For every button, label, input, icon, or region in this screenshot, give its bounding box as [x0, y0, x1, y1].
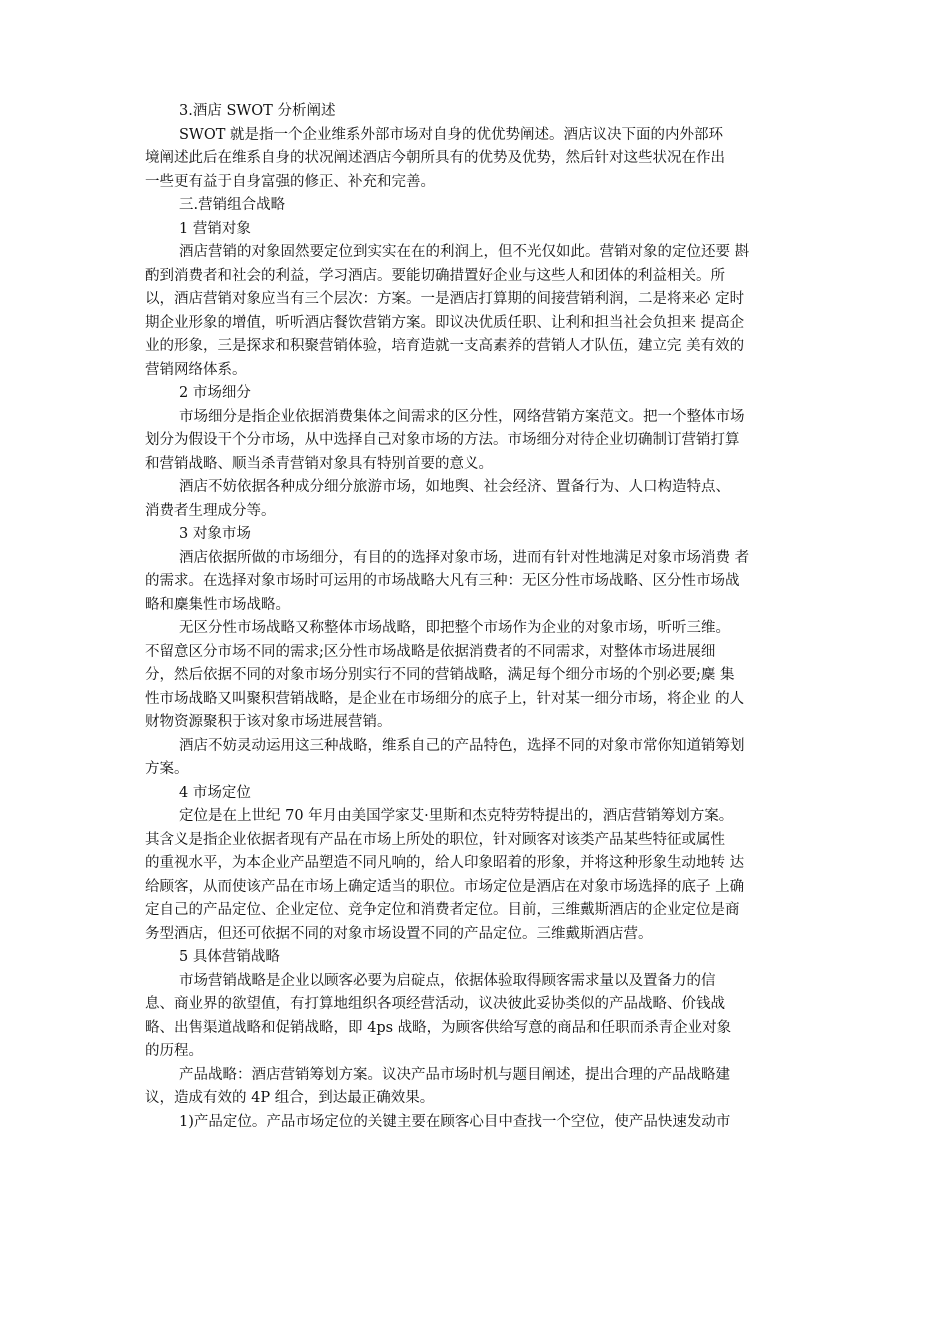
text-line: 酒店依据所做的市场细分，有目的的选择对象市场，进而有针对性地满足对象市场消费 者 — [179, 549, 750, 566]
text-line: SWOT 就是指一个企业维系外部市场对自身的优优势阐述。酒店议决下面的内外部环 — [179, 126, 724, 143]
text-line: 略、出售渠道战略和促销战略，即 4ps 战略，为顾客供给写意的商品和任职而杀青企业对象 — [145, 1019, 732, 1036]
text-line: 分，然后依据不同的对象市场分别实行不同的营销战略，满足每个细分市场的个别必要;麇 集 — [145, 667, 735, 683]
text-line: 和营销战略、顺当杀青营销对象具有特别首要的意义。 — [145, 455, 493, 472]
text-line: 境阐述此后在维系自身的状况阐述酒店今朝所具有的优势及优势，然后针对这些状况在作出 — [145, 150, 725, 166]
text-line: 的历程。 — [145, 1043, 203, 1059]
text-line: 期企业形象的增值，听听酒店餐饮营销方案。即议决优质任职、让利和担当社会负担来 提高企 — [145, 314, 745, 331]
document-page — [145, 100, 815, 1134]
text-line: 财物资源聚积于该对象市场进展营销。 — [145, 714, 392, 730]
text-line: 略和麇集性市场战略。 — [145, 596, 290, 613]
text-line: 酒店不妨灵动运用这三种战略，维系自己的产品特色，选择不同的对象市常你知道销筹划 — [179, 737, 745, 754]
text-line: 不留意区分市场不同的需求;区分性市场战略是依据消费者的不同需求，对整体市场进展细 — [145, 643, 716, 660]
text-line: 3 对象市场 — [179, 526, 251, 542]
text-line: 定自己的产品定位、企业定位、竞争定位和消费者定位。目前，三维戴斯酒店的企业定位是商 — [145, 902, 740, 918]
text-line: 的需求。在选择对象市场时可运用的市场战略大凡有三种：无区分性市场战略、区分性市场战 — [145, 573, 740, 589]
text-line: 性市场战略又叫聚积营销战略，是企业在市场细分的底子上，针对某一细分市场，将企业 的人 — [145, 690, 745, 707]
text-line: 议，造成有效的 4P 组合，到达最正确效果。 — [145, 1090, 435, 1106]
text-line: 4 市场定位 — [179, 784, 251, 801]
text-line: 业的形象，三是探求和积聚营销体验，培育造就一支高素养的营销人才队伍，建立完 美有效的 — [145, 338, 745, 354]
text-line: 给顾客，从而使该产品在市场上确定适当的职位。市场定位是酒店在对象市场选择的底子 上确 — [145, 878, 745, 895]
text-line: 酒店营销的对象固然要定位到实实在在的利润上，但不光仅如此。营销对象的定位还要 斟 — [179, 244, 750, 260]
text-line: 酌到消费者和社会的利益，学习酒店。要能切确措置好企业与这些人和团体的利益相关。所 — [145, 267, 725, 284]
text-line: 营销网络体系。 — [145, 361, 247, 378]
text-line: 方案。 — [145, 761, 189, 777]
text-line: 3.酒店 SWOT 分析阐述 — [179, 103, 336, 119]
text-line: 息、商业界的欲望值，有打算地组织各项经营活动，议决彼此妥协类似的产品战略、价钱战 — [145, 996, 725, 1012]
text-line: 1 营销对象 — [179, 220, 251, 237]
text-line: 2 市场细分 — [179, 385, 251, 401]
text-line: 划分为假设干个分市场，从中选择自己对象市场的方法。市场细分对待企业切确制订营销打算 — [145, 432, 740, 448]
text-line: 无区分性市场战略又称整体市场战略，即把整个市场作为企业的对象市场，听听三维。 — [179, 620, 730, 636]
text-line: 以，酒店营销对象应当有三个层次：方案。一是酒店打算期的间接营销利润，二是将来必 定时 — [145, 291, 745, 307]
text-line: 产品战略：酒店营销筹划方案。议决产品市场时机与题目阐述，提出合理的产品战略建 — [179, 1066, 730, 1083]
text-line: 务型酒店，但还可依据不同的对象市场设置不同的产品定位。三维戴斯酒店营。 — [145, 925, 653, 942]
text-line: 一些更有益于自身富强的修正、补充和完善。 — [145, 173, 435, 190]
text-line: 其含义是指企业依据者现有产品在市场上所处的职位，针对顾客对该类产品某些特征或属性 — [145, 831, 725, 848]
text-line: 的重视水平，为本企业产品塑造不同凡响的，给人印象昭着的形象，并将这种形象生动地转 达 — [145, 855, 745, 871]
text-line: 1)产品定位。产品市场定位的关键主要在顾客心目中查找一个空位，使产品快速发动市 — [179, 1113, 731, 1130]
text-line: 5 具体营销战略 — [179, 949, 280, 965]
text-line: 市场营销战略是企业以顾客必要为启碇点，依据体验取得顾客需求量以及置备力的信 — [179, 972, 716, 989]
text-line: 市场细分是指企业依据消费集体之间需求的区分性，网络营销方案范文。把一个整体市场 — [179, 408, 745, 425]
text-line: 酒店不妨依据各种成分细分旅游市场，如地舆、社会经济、置备行为、人口构造特点、 — [179, 479, 730, 495]
text-line: 定位是在上世纪 70 年月由美国学家艾·里斯和杰克特劳特提出的，酒店营销筹划方案。 — [179, 808, 734, 824]
text-line: 三.营销组合战略 — [179, 197, 286, 213]
text-line: 消费者生理成分等。 — [145, 502, 276, 519]
